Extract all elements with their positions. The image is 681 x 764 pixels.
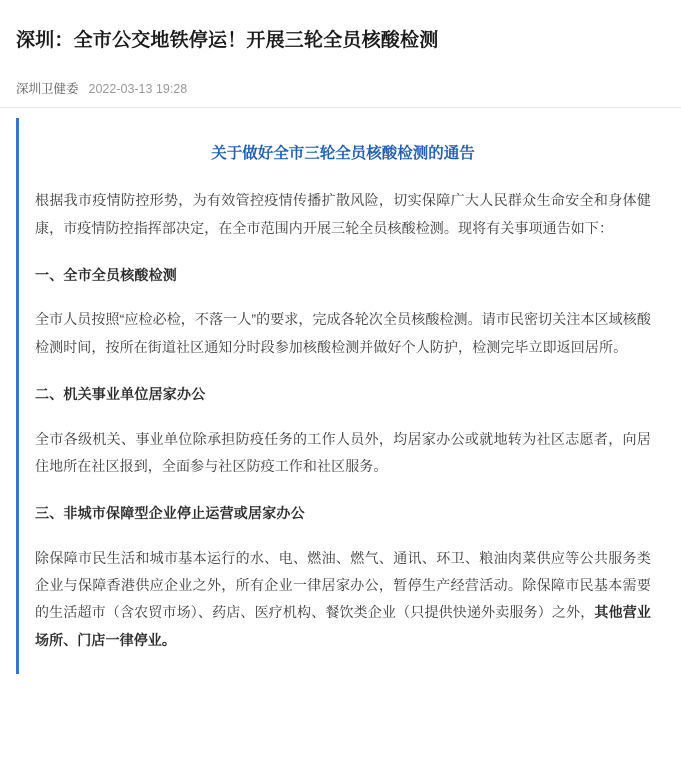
- article-source: 深圳卫健委: [16, 81, 79, 96]
- header-divider: [0, 107, 681, 108]
- notice-title: 关于做好全市三轮全员核酸检测的通告: [211, 144, 475, 162]
- article-body: [16, 118, 665, 674]
- lead-paragraph: 根据我市疫情防控形势，为有效管控疫情传播扩散风险，切实保障广大人民群众生命安全和身体健康，市疫情防控指挥部决定，在全市范围内开展三轮全员核酸检测。现将有关事项通告如下：: [35, 192, 651, 236]
- section-body-1: 全市人员按照“应检必检，不落一人”的要求，完成各轮次全员核酸检测。请市民密切关注本区域核酸检测时间，按所在街道社区通知分时段参加核酸检测并做好个人防护，检测完毕立即返回居所。: [35, 311, 651, 355]
- section-heading-3: 三、非城市保障型企业停止运营或居家办公: [35, 505, 305, 522]
- article-page: [0, 13, 681, 764]
- article-meta: [0, 67, 681, 107]
- section-body-2: 全市各级机关、事业单位除承担防疫任务的工作人员外，均居家办公或就地转为社区志愿者，向居住地所在社区报到，全面参与社区防疫工作和社区服务。: [35, 430, 651, 474]
- article-timestamp: 2022-03-13 19:28: [88, 81, 188, 96]
- section-heading-1: 一、全市全员核酸检测: [35, 266, 177, 283]
- section-body-3-text: 除保障市民生活和城市基本运行的水、电、燃油、燃气、通讯、环卫、粮油肉菜供应等公共服务类企业与保障香港供应企业之外，所有企业一律居家办公，暂停生产经营活动。除保障市民基本需要的生活超市（含农贸市场）、药店、医疗机构、餐饮类企业（只提供快递外卖服务）之外，: [35, 549, 651, 621]
- section-heading-2: 二、机关事业单位居家办公: [35, 386, 206, 403]
- page-title: 深圳：全市公交地铁停运！开展三轮全员核酸检测: [16, 29, 439, 51]
- section-body-3-emphasis: 其他营业场所、门店一律停业。: [35, 604, 652, 648]
- section-body-3: [35, 545, 651, 654]
